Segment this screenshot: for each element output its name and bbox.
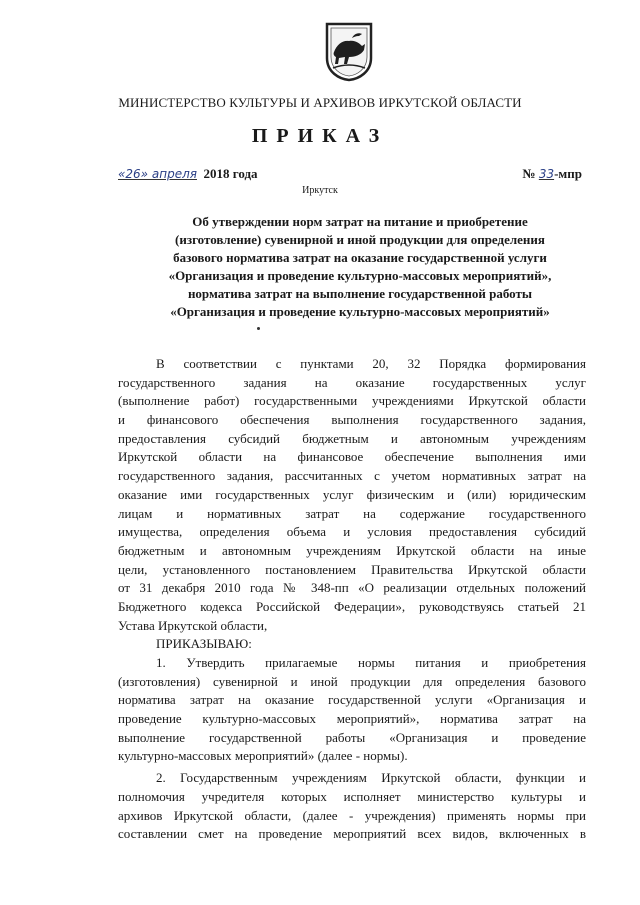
title-line: норматива затрат на выполнение государственной работы (187, 286, 533, 301)
clause-1-line: проведение культурно-массовых мероприятий», норматива затрат на (118, 711, 586, 727)
order-verb: ПРИКАЗЫВАЮ: (156, 636, 252, 652)
document-type-heading: ПРИКАЗ (251, 125, 389, 147)
body-line: Бюджетного кодекса Российской Федерации», руководствуясь статьей 21 (118, 598, 586, 614)
body-line: цели, установленного постановлением Правительства Иркутской области (118, 561, 586, 577)
order-title (125, 213, 595, 321)
body-line: предоставления субсидий бюджетным и автономным учреждениям (118, 430, 586, 446)
number-sign: № (522, 166, 536, 181)
order-number (522, 166, 582, 182)
handwritten-number: 33 (538, 167, 555, 181)
issue-city: Иркутск (302, 185, 338, 196)
clause-1-line: норматива затрат на оказание государственной услуги «Организация и (118, 692, 586, 708)
order-body (118, 355, 586, 844)
body-line: оказание ими государственных услуг физическим и (или) юридическим (118, 486, 586, 502)
handwritten-date: «26» апреля (118, 167, 197, 181)
body-line: государственного задания на оказание государственных услуг (118, 374, 586, 390)
order-date (118, 166, 258, 182)
clause-1-line: выполнение государственной работы «Организация и проведение (118, 729, 586, 745)
irkutsk-coat-of-arms-icon (325, 22, 373, 82)
clause-1-line: культурно-массовых мероприятий» (далее - нормы). (118, 748, 408, 764)
title-line: «Организация и проведение культурно-массовых мероприятий» (170, 304, 550, 319)
stray-mark (257, 327, 260, 330)
body-line: лицам и нормативных затрат на содержание государственного (118, 505, 586, 521)
body-line: бюджетным и автономным учреждениям Иркутской области на иные (118, 542, 586, 558)
title-line: (изготовление) сувенирной и иной продукции для определения (175, 232, 545, 247)
number-suffix: -мпр (554, 166, 582, 181)
clause-2-line: 2. Государственным учреждениям Иркутской области, функции и (156, 770, 586, 786)
clause-2-line: составлении смет на проведение мероприятий всех видов, включенных в (118, 826, 586, 842)
body-line: имущества, определения объема и условия предоставления субсидий (118, 524, 586, 540)
body-line: государственного задания, рассчитанных с учетом нормативных затрат на (118, 468, 586, 484)
title-line: Об утверждении норм затрат на питание и приобретение (192, 214, 528, 229)
body-line: Иркутской области на финансовое обеспечение выполнения ими (118, 449, 586, 465)
title-line: «Организация и проведение культурно-массовых мероприятий», (168, 268, 552, 283)
body-line: (выполнение работ) государственными учреждениями Иркутской области (118, 393, 586, 409)
title-line: базового норматива затрат на оказание государственной услуги (173, 250, 547, 265)
body-line: В соответствии с пунктами 20, 32 Порядка формирования (156, 356, 586, 371)
body-line: и финансового обеспечения выполнения государственного задания, (118, 412, 586, 428)
ministry-name: МИНИСТЕРСТВО КУЛЬТУРЫ И АРХИВОВ ИРКУТСКОЙ ОБЛАСТИ (118, 95, 522, 110)
body-line: Устава Иркутской области, (118, 617, 268, 633)
clause-1-line: 1. Утвердить прилагаемые нормы питания и приобретения (156, 655, 586, 670)
clause-2-line: полномочия учредителя которых исполняет министерство культуры и (118, 788, 586, 804)
body-line: от 31 декабря 2010 года № 348-пп «О реализации отдельных положений (118, 580, 586, 596)
clause-2-line: архивов Иркутской области, (далее - учреждения) применять нормы при (118, 807, 586, 823)
clause-1-line: (изготовления) сувенирной и иной продукции для определения базового (118, 673, 586, 689)
order-year: 2018 года (203, 166, 258, 181)
